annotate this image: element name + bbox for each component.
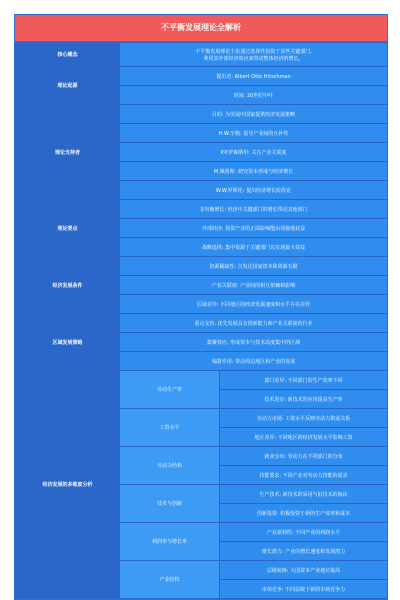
supporter-item: 目的: 为发展中国家提供经济发展策略 [120,105,388,124]
section-core-label: 核心概念 [16,43,120,67]
multi-group-name: 劳动生产率 [120,371,220,409]
regional-item: 重点支持: 优先发展具有创新能力和产业关联度的行业 [120,314,388,333]
multi-group-item: 技能要求: 不同产业对劳动力技能的需求 [220,466,388,485]
point-item: 战略选择: 集中资源于关键部门以实现最大效益 [120,238,388,257]
section-multi-label: 经济发展的多维度分析 [16,371,120,599]
multi-group-item: 地区差异: 不同地区的经济发展水平影响工资 [220,428,388,447]
regional-item: 辐射作用: 带动周边地区和产业的发展 [120,352,388,371]
multi-group-item: 层级转换: 大国资本产业地位提高 [220,561,388,580]
multi-group-item: 增长潜力: 产业的增长速度和发展潜力 [220,542,388,561]
point-item: 外部经济: 投资产业的正面影响能由邻接地获益 [120,219,388,238]
section-core-text [120,43,388,67]
multi-group-item: 市场竞争: 不同层级下新的市场竞争力 [220,580,388,599]
section-points-label: 理论要点 [16,200,120,257]
theory-grid [15,42,388,599]
supporter-item: P.P.罗森斯坦: 关注产业关联度 [120,143,388,162]
multi-group-item: 部门差异: 不同部门的生产效率不同 [220,371,388,390]
multi-group-item: 生产技术: 新技术的采用与旧技术的淘汰 [220,485,388,504]
supporter-item: H.W.辛格: 倡导产业间的互补性 [120,124,388,143]
section-supporters-label: 理论支持者 [16,105,120,200]
supporter-item: M.佩鲁斯: 研究资本形成与经济增长 [120,162,388,181]
core-line-1: 不平衡发展理论主张通过选择性投资于某些关键部门, [195,48,312,55]
multi-group-name: 利润率与增长率 [120,523,220,561]
origin-item: 提出者: Albert Otto Hirschman [120,67,388,86]
origin-item: 时间: 20世纪中叶 [120,86,388,105]
multi-group-item: 技术进步: 新技术的应用提高生产率 [220,390,388,409]
section-conditions-label: 经济发展条件 [16,257,120,314]
section-origin-label: 理论起源 [16,67,120,105]
multi-group-name: 产业结构 [120,561,220,599]
regional-item: 集聚效应: 形成资本与技术高度集中的区域 [120,333,388,352]
mind-map-table [14,14,388,600]
condition-item: 区域差异: 不同地区的经济发展速度和水平存在差异 [120,295,388,314]
supporter-item: W.W.罗斯托: 提出经济增长阶段论 [120,181,388,200]
condition-item: 产业关联度: 产业间的相互依赖和影响 [120,276,388,295]
core-line-2: 利用其外部经济效应来带动整体经济的增长。 [203,55,304,62]
multi-group-item: 就业分布: 劳动力在不同部门的分布 [220,447,388,466]
multi-group-name: 劳动力结构 [120,447,220,485]
multi-group-item: 劳动力市场: 工资水平反映劳动力供需关系 [220,409,388,428]
page-title: 不平衡发展理论全解析 [15,15,387,42]
multi-group-item: 产业盈利性: 不同产业的利润水平 [220,523,388,542]
multi-group-item: 创新投资: 积极投资于新的生产效率和成本 [220,504,388,523]
section-regional-label: 区域发展策略 [16,314,120,371]
multi-group-name: 工资水平 [120,409,220,447]
point-item: 非均衡增长: 经济中关键部门的增长带动其他部门 [120,200,388,219]
condition-item: 资源稀缺性: 欠发达国家资本和资源有限 [120,257,388,276]
multi-group-name: 技术与创新 [120,485,220,523]
